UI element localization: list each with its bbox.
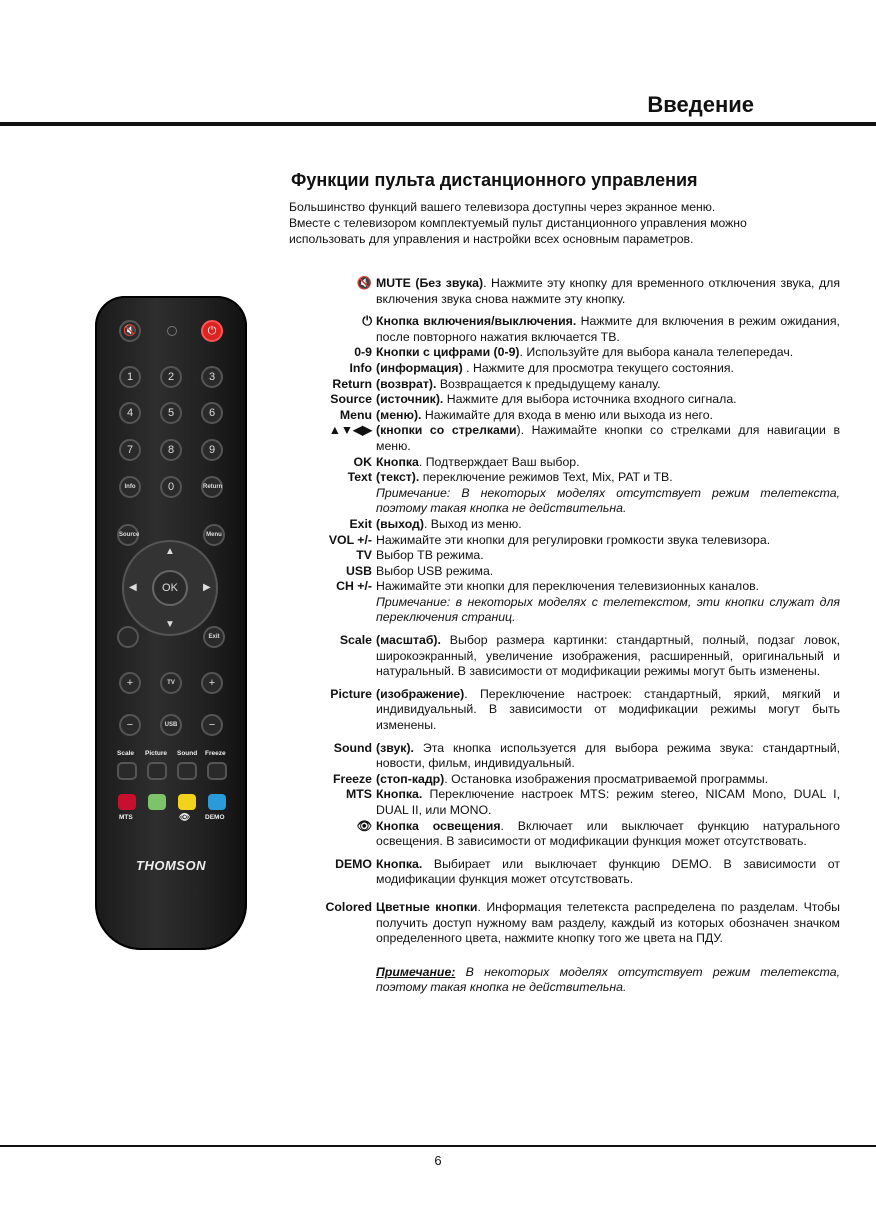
function-heading: (источник). bbox=[376, 392, 444, 407]
function-text: Нажмите для включения в режим ожидания, после повторного нажатия включается ТВ. bbox=[376, 314, 840, 344]
function-entry bbox=[300, 741, 840, 772]
function-description bbox=[376, 819, 840, 850]
function-entry bbox=[300, 772, 840, 788]
freeze-button bbox=[207, 762, 227, 780]
digit-button: 2 bbox=[160, 366, 182, 388]
function-key-label: Text bbox=[347, 470, 372, 485]
freeze-label: Freeze bbox=[205, 750, 226, 757]
function-description bbox=[376, 579, 840, 626]
digit-button: 1 bbox=[119, 366, 141, 388]
function-heading: (изображение) bbox=[376, 686, 465, 701]
green-button bbox=[148, 794, 166, 810]
function-text: ). Нажимайте кнопки со стрелками для навигации в меню. bbox=[376, 423, 840, 453]
final-note bbox=[300, 965, 840, 996]
function-text: . Переключение настроек: стандартный, яркий, мягкий и индивидуальный. В зависимости от модификации режимы могут быть изменены. bbox=[376, 686, 840, 733]
function-text: Переключение настроек MTS: режим stereo, NICAM Mono, DUAL I, DUAL II, или MONO. bbox=[376, 787, 840, 817]
source-button: Source bbox=[117, 524, 139, 546]
function-description bbox=[376, 564, 840, 580]
function-description bbox=[376, 276, 840, 307]
function-entry bbox=[300, 548, 840, 564]
demo-label: DEMO bbox=[205, 814, 225, 821]
function-key-label: Picture bbox=[330, 686, 372, 701]
function-text: Нажимайте эти кнопки для переключения телевизионных каналов. bbox=[376, 579, 760, 594]
digit-button: 5 bbox=[160, 402, 182, 424]
digit-button: 0 bbox=[160, 476, 182, 498]
function-key-label: Exit bbox=[349, 516, 372, 531]
function-entry bbox=[300, 314, 840, 345]
function-text: Выбирает или выключает функцию DEMO. В зависимости от модификации функция может отсутствовать. bbox=[376, 856, 840, 887]
digit-button: 9 bbox=[201, 439, 223, 461]
function-entry bbox=[300, 517, 840, 533]
function-entry bbox=[300, 819, 840, 850]
digit-button: 7 bbox=[119, 439, 141, 461]
function-text: Выбор USB режима. bbox=[376, 563, 494, 578]
function-heading: (звук). bbox=[376, 740, 414, 755]
text-button bbox=[117, 626, 139, 648]
function-text: . Подтверждает Ваш выбор. bbox=[418, 454, 580, 469]
function-entry bbox=[300, 377, 840, 393]
intro-paragraph bbox=[289, 199, 834, 247]
function-heading: (текст). bbox=[376, 470, 420, 485]
ch-up-button: + bbox=[201, 672, 223, 694]
function-text: Нажмите для выбора источника входного сигнала. bbox=[443, 392, 737, 407]
yellow-button bbox=[178, 794, 196, 810]
digit-button: 4 bbox=[119, 402, 141, 424]
final-note-text bbox=[376, 965, 840, 996]
function-text: Выбор ТВ режима. bbox=[376, 548, 484, 563]
function-heading: Цветные кнопки bbox=[376, 899, 478, 914]
function-description bbox=[376, 772, 840, 788]
function-description bbox=[376, 392, 840, 408]
function-entry bbox=[300, 564, 840, 580]
function-heading: (выход) bbox=[376, 516, 424, 531]
function-description bbox=[376, 345, 840, 361]
arrow-left-icon: ◀ bbox=[129, 582, 137, 593]
page-number: 6 bbox=[434, 1153, 442, 1168]
return-button: Return bbox=[201, 476, 223, 498]
navigation-pad bbox=[122, 540, 218, 636]
function-description bbox=[376, 533, 840, 549]
function-key-label: Scale bbox=[339, 633, 372, 648]
function-entry bbox=[300, 361, 840, 377]
digit-button: 8 bbox=[160, 439, 182, 461]
function-key-label: CH +/- bbox=[336, 579, 372, 594]
function-description bbox=[376, 377, 840, 393]
function-key-label: ▲▼◀▶ bbox=[328, 423, 372, 438]
function-text: . Остановка изображения просматриваемой программы. bbox=[444, 771, 769, 786]
picture-button bbox=[147, 762, 167, 780]
function-description bbox=[376, 687, 840, 734]
function-description bbox=[376, 361, 840, 377]
info-button: Info bbox=[119, 476, 141, 498]
function-description bbox=[376, 423, 840, 454]
intro-line: Вместе с телевизором комплектуемый пульт дистанционного управления можно bbox=[289, 216, 747, 230]
intro-line: Большинство функций вашего телевизора доступны через экранное меню. bbox=[289, 200, 716, 214]
mute-button: 🔇 bbox=[119, 320, 141, 342]
function-heading: MUTE (Без звука) bbox=[376, 276, 484, 290]
sound-label: Sound bbox=[177, 750, 198, 757]
function-entry bbox=[300, 579, 840, 626]
function-key-label: DEMO bbox=[335, 856, 372, 871]
power-button: ⏻ bbox=[201, 320, 223, 342]
arrow-down-icon: ▼ bbox=[165, 619, 175, 630]
function-key-label: OK bbox=[353, 454, 372, 469]
tv-button: TV bbox=[160, 672, 182, 694]
ok-button: OK bbox=[152, 570, 188, 606]
function-note: Примечание: в некоторых моделях с телетекстом, эти кнопки служат для переключения страниц. bbox=[376, 594, 840, 625]
function-heading: (возврат). bbox=[376, 376, 437, 391]
function-key-label: 0-9 bbox=[354, 345, 372, 360]
footer-rule bbox=[0, 1145, 876, 1147]
function-entry bbox=[300, 455, 840, 471]
function-entry bbox=[300, 423, 840, 454]
function-entry bbox=[300, 633, 840, 680]
function-note: Примечание: В некоторых моделях отсутствует режим телетекста, поэтому такая кнопка не действительна. bbox=[376, 485, 840, 516]
function-text: . Информация телетекста распределена по разделам. Чтобы получить доступ нужному вам разделу, каждый из которых обозначен значком определенного цвета, нажмите кнопку того же цвета на ПДУ. bbox=[376, 899, 841, 946]
function-heading: (кнопки со стрелками bbox=[376, 423, 517, 438]
function-text: Возвращается к предыдущему каналу. bbox=[436, 376, 661, 391]
brand-logo: THOMSON bbox=[136, 858, 206, 873]
function-description bbox=[376, 857, 840, 888]
vol-down-button: − bbox=[119, 714, 141, 736]
arrow-up-icon: ▲ bbox=[165, 546, 175, 557]
usb-button: USB bbox=[160, 714, 182, 736]
function-description bbox=[376, 633, 840, 680]
digit-button: 6 bbox=[201, 402, 223, 424]
function-entry bbox=[300, 276, 840, 307]
function-description bbox=[376, 470, 840, 517]
function-description bbox=[376, 408, 840, 424]
scale-button bbox=[117, 762, 137, 780]
final-note-label: Примечание: bbox=[376, 964, 456, 979]
function-key-label: Menu bbox=[339, 407, 372, 422]
function-key-label: TV bbox=[356, 548, 372, 563]
function-text: . Включает или выключает функцию натурального освещения. В зависимости от модификации функция может отсутствовать. bbox=[376, 818, 840, 849]
function-description bbox=[376, 455, 840, 471]
digit-button: 3 bbox=[201, 366, 223, 388]
function-entry bbox=[300, 470, 840, 517]
function-description bbox=[376, 787, 840, 818]
spacer bbox=[300, 965, 376, 996]
header-rule bbox=[0, 122, 876, 126]
function-description bbox=[376, 741, 840, 772]
function-text: Нажимайте эти кнопки для регулировки громкости звука телевизора. bbox=[376, 532, 771, 547]
remote-control-image bbox=[95, 296, 247, 950]
function-key-label: USB bbox=[346, 563, 372, 578]
function-key-label: Return bbox=[332, 376, 372, 391]
function-key-label: VOL +/- bbox=[328, 532, 372, 547]
arrow-right-icon: ▶ bbox=[203, 582, 211, 593]
function-description bbox=[376, 548, 840, 564]
function-key-label: MTS bbox=[346, 787, 372, 802]
function-heading: Кнопка. bbox=[376, 787, 423, 802]
sound-button bbox=[177, 762, 197, 780]
function-list bbox=[300, 276, 840, 996]
function-heading: Кнопка. bbox=[376, 856, 423, 871]
function-heading: (стоп-кадр) bbox=[376, 771, 445, 786]
eye-icon: 👁 bbox=[179, 812, 191, 822]
page-header-title: Введение bbox=[647, 92, 754, 117]
menu-button: Menu bbox=[203, 524, 225, 546]
function-description bbox=[376, 517, 840, 533]
function-key-label: 🔇 bbox=[356, 276, 372, 290]
function-key-label: Source bbox=[330, 392, 372, 407]
picture-label: Picture bbox=[145, 750, 168, 757]
final-note-body: В некоторых моделях отсутствует режим телетекста, поэтому такая кнопка не действительна. bbox=[376, 964, 840, 995]
function-entry bbox=[300, 392, 840, 408]
function-key-label: Freeze bbox=[333, 771, 372, 786]
function-text: . Используйте для выбора канала телепередач. bbox=[519, 345, 794, 360]
function-key-label: Sound bbox=[333, 740, 372, 755]
function-text: . Нажмите для просмотра текущего состояния. bbox=[462, 360, 734, 375]
ch-down-button: − bbox=[201, 714, 223, 736]
function-heading: (меню). bbox=[376, 407, 422, 422]
function-heading: Кнопка освещения bbox=[376, 818, 501, 833]
function-entry bbox=[300, 787, 840, 818]
exit-button: Exit bbox=[203, 626, 225, 648]
function-entry bbox=[300, 687, 840, 734]
function-text: Нажимайте для входа в меню или выхода из него. bbox=[421, 407, 714, 422]
function-key-label: Info bbox=[349, 360, 372, 375]
function-text: переключение режимов Text, Mix, PAT и TB. bbox=[419, 470, 673, 485]
function-entry bbox=[300, 533, 840, 549]
function-entry bbox=[300, 900, 840, 947]
function-description bbox=[376, 900, 840, 947]
mts-label: MTS bbox=[119, 814, 133, 821]
blue-button bbox=[208, 794, 226, 810]
indicator-led bbox=[167, 326, 177, 336]
scale-label: Scale bbox=[117, 750, 134, 757]
section-title: Функции пульта дистанционного управления bbox=[291, 170, 698, 190]
function-key-label: Colored bbox=[325, 899, 372, 914]
function-text: Эта кнопка используется для выбора режима звука: стандартный, новости, фильм, индивидуальный. bbox=[376, 740, 840, 771]
function-key-label: 👁 bbox=[356, 818, 372, 833]
function-entry bbox=[300, 345, 840, 361]
function-heading: Кнопка включения/выключения. bbox=[376, 314, 577, 329]
vol-up-button: + bbox=[119, 672, 141, 694]
function-heading: (информация) bbox=[376, 360, 463, 375]
intro-line: использовать для управления и настройки всех основным параметров. bbox=[289, 232, 694, 246]
function-text: Выбор размера картинки: стандартный, полный, подзаг ловок, широкоэкранный, увеличение изображения, расширенный, оригинальный и натуральный. В зависимости от модификации режимы могут быть изменены. bbox=[376, 633, 840, 679]
function-heading: (масштаб). bbox=[376, 633, 441, 648]
function-text: . Нажмите эту кнопку для временного отключения звука, для включения звука снова нажмите эту кнопку. bbox=[376, 276, 840, 306]
function-heading: Кнопки с цифрами (0-9) bbox=[376, 345, 520, 360]
red-button bbox=[118, 794, 136, 810]
function-key-label: ⏻ bbox=[362, 314, 372, 329]
function-description bbox=[376, 314, 840, 345]
function-entry bbox=[300, 857, 840, 888]
function-text: . Выход из меню. bbox=[423, 516, 522, 531]
function-heading: Кнопка bbox=[376, 454, 419, 469]
function-entry bbox=[300, 408, 840, 424]
